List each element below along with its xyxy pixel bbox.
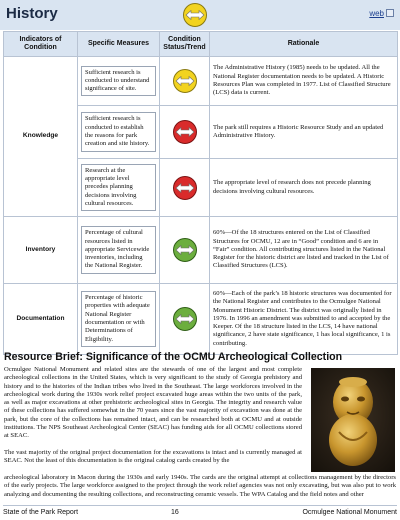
- yellow-sideways-arrow-circle-icon: [172, 68, 198, 94]
- web-link[interactable]: web: [369, 9, 384, 18]
- measure-text: Sufficient research is conducted to understand significance of site.: [81, 66, 156, 97]
- measure-text: Research at the appropriate level precedes planning decisions involving cultural resources.: [81, 164, 156, 211]
- column-header-measures: Specific Measures: [78, 32, 160, 57]
- status-cell: [160, 159, 210, 217]
- footer-report-name: State of the Park Report: [3, 509, 79, 516]
- brief-paragraph: archeological laboratory in Macon during the 1930s and early 1940s. The cards are the original attempt at collections management by the directors of the early projects. The large workforce assigned to the project through the work relief agencies was not only excavating, but was also put to work analyzing and documenting the resulting collections, and reconstructing ceramic vessels. The WPA Catalog and the field notes and other: [4, 474, 396, 498]
- indicator-inventory: Inventory: [4, 217, 78, 284]
- green-sideways-arrow-circle-icon: [172, 237, 198, 263]
- table-row: [4, 217, 398, 284]
- section-header: [0, 0, 400, 30]
- table-row: [4, 284, 398, 355]
- status-cell: [160, 57, 210, 106]
- table-row: [4, 57, 398, 106]
- carved-stone-effigy-figure-photo: [311, 368, 395, 472]
- status-cell: [160, 284, 210, 355]
- column-header-rationale: Rationale: [210, 32, 398, 57]
- status-cell: [160, 106, 210, 159]
- section-title: History: [6, 5, 58, 22]
- red-sideways-arrow-circle-icon: [172, 175, 198, 201]
- page-footer: [3, 505, 397, 518]
- brief-paragraph: Ocmulgee National Monument and related sites are the stewards of one of the largest and most complete archeological collections in the United States, which is very significant to the study of Georgia prehistory and history and to the histories of the Indian tribes who lived in the Southeast. The large workforces involved in the archeological work during the 1930s work relief project excavated huge areas within the two units of the park, as well as major excavations at other prehistoric archeological sites in Georgia. The integrity and research value of these collections has suffered somewhat in the 70 years since the vast majority of excavation was done at the park, but the core of the collections has remained intact, and can be researched both at OCMU and at outside institutions. The NPS Southeast Archeological Center (SEAC) has funding aids for all OCMU collections stored at SEAC.: [4, 366, 302, 439]
- external-link-icon[interactable]: [386, 9, 394, 17]
- measure-text: Percentage of historic properties with adequate National Register documentation or with Determinations of Eligibility.: [81, 291, 156, 347]
- rationale-text: 60%—Of the 18 structures entered on the List of Classified Structures for OCMU, 12 are in “Good” condition and 6 are in “Fair” condition. All contributing structures listed in the National Register for the historic district are listed and tracked in the List of Classified Structures (LCS).: [210, 217, 398, 284]
- measure-cell: [78, 159, 160, 217]
- indicator-documentation: Documentation: [4, 284, 78, 355]
- column-header-indicators: Indicators of Condition: [4, 32, 78, 57]
- measure-cell: [78, 217, 160, 284]
- resource-brief-title: Resource Brief: Significance of the OCMU Archeological Collection: [4, 351, 343, 363]
- red-sideways-arrow-circle-icon: [172, 119, 198, 145]
- footer-park-name: Ocmulgee National Monument: [302, 509, 397, 516]
- measure-cell: [78, 284, 160, 355]
- measure-cell: [78, 106, 160, 159]
- brief-paragraph: The vast majority of the original project documentation for the excavations is intact and is currently managed at SEAC. Not the least of this documentation is the original catalog cards created by the: [4, 449, 302, 465]
- rationale-text: The Administrative History (1985) needs to be updated. All the National Register documentation needs to be updated. A Historic Resources Plan was completed in 1977. List of Classified Structure (LCS) data is current.: [210, 57, 398, 106]
- green-sideways-arrow-circle-icon: [172, 306, 198, 332]
- measure-text: Sufficient research is conducted to establish the reasons for park creation and site history.: [81, 112, 156, 151]
- measure-cell: [78, 57, 160, 106]
- rationale-text: The park still requires a Historic Resource Study and an updated Administrative History.: [210, 106, 398, 159]
- measure-text: Percentage of cultural resources listed in appropriate Servicewide inventories, including the National Register.: [81, 226, 156, 273]
- rationale-text: The appropriate level of research does not precede planning decisions involving cultural resources.: [210, 159, 398, 217]
- condition-table: [3, 31, 398, 355]
- status-cell: [160, 217, 210, 284]
- indicator-knowledge: Knowledge: [4, 57, 78, 217]
- column-header-status: Condition Status/Trend: [160, 32, 210, 57]
- yellow-sideways-arrow-circle-icon: [182, 2, 208, 33]
- page-number: 16: [171, 509, 179, 516]
- rationale-text: 60%—Each of the park’s 18 historic structures was documented for the National Register and contributes to the Ocmulgee National Monument Historic District. The district was originally listed in 1976. In 1996 an amendment was submitted to and accepted by the Keeper. Of the 18 structure listed in the LCS, 14 have national significance, 2 have state significance, 1 has local significance, 1 is contributing.: [210, 284, 398, 355]
